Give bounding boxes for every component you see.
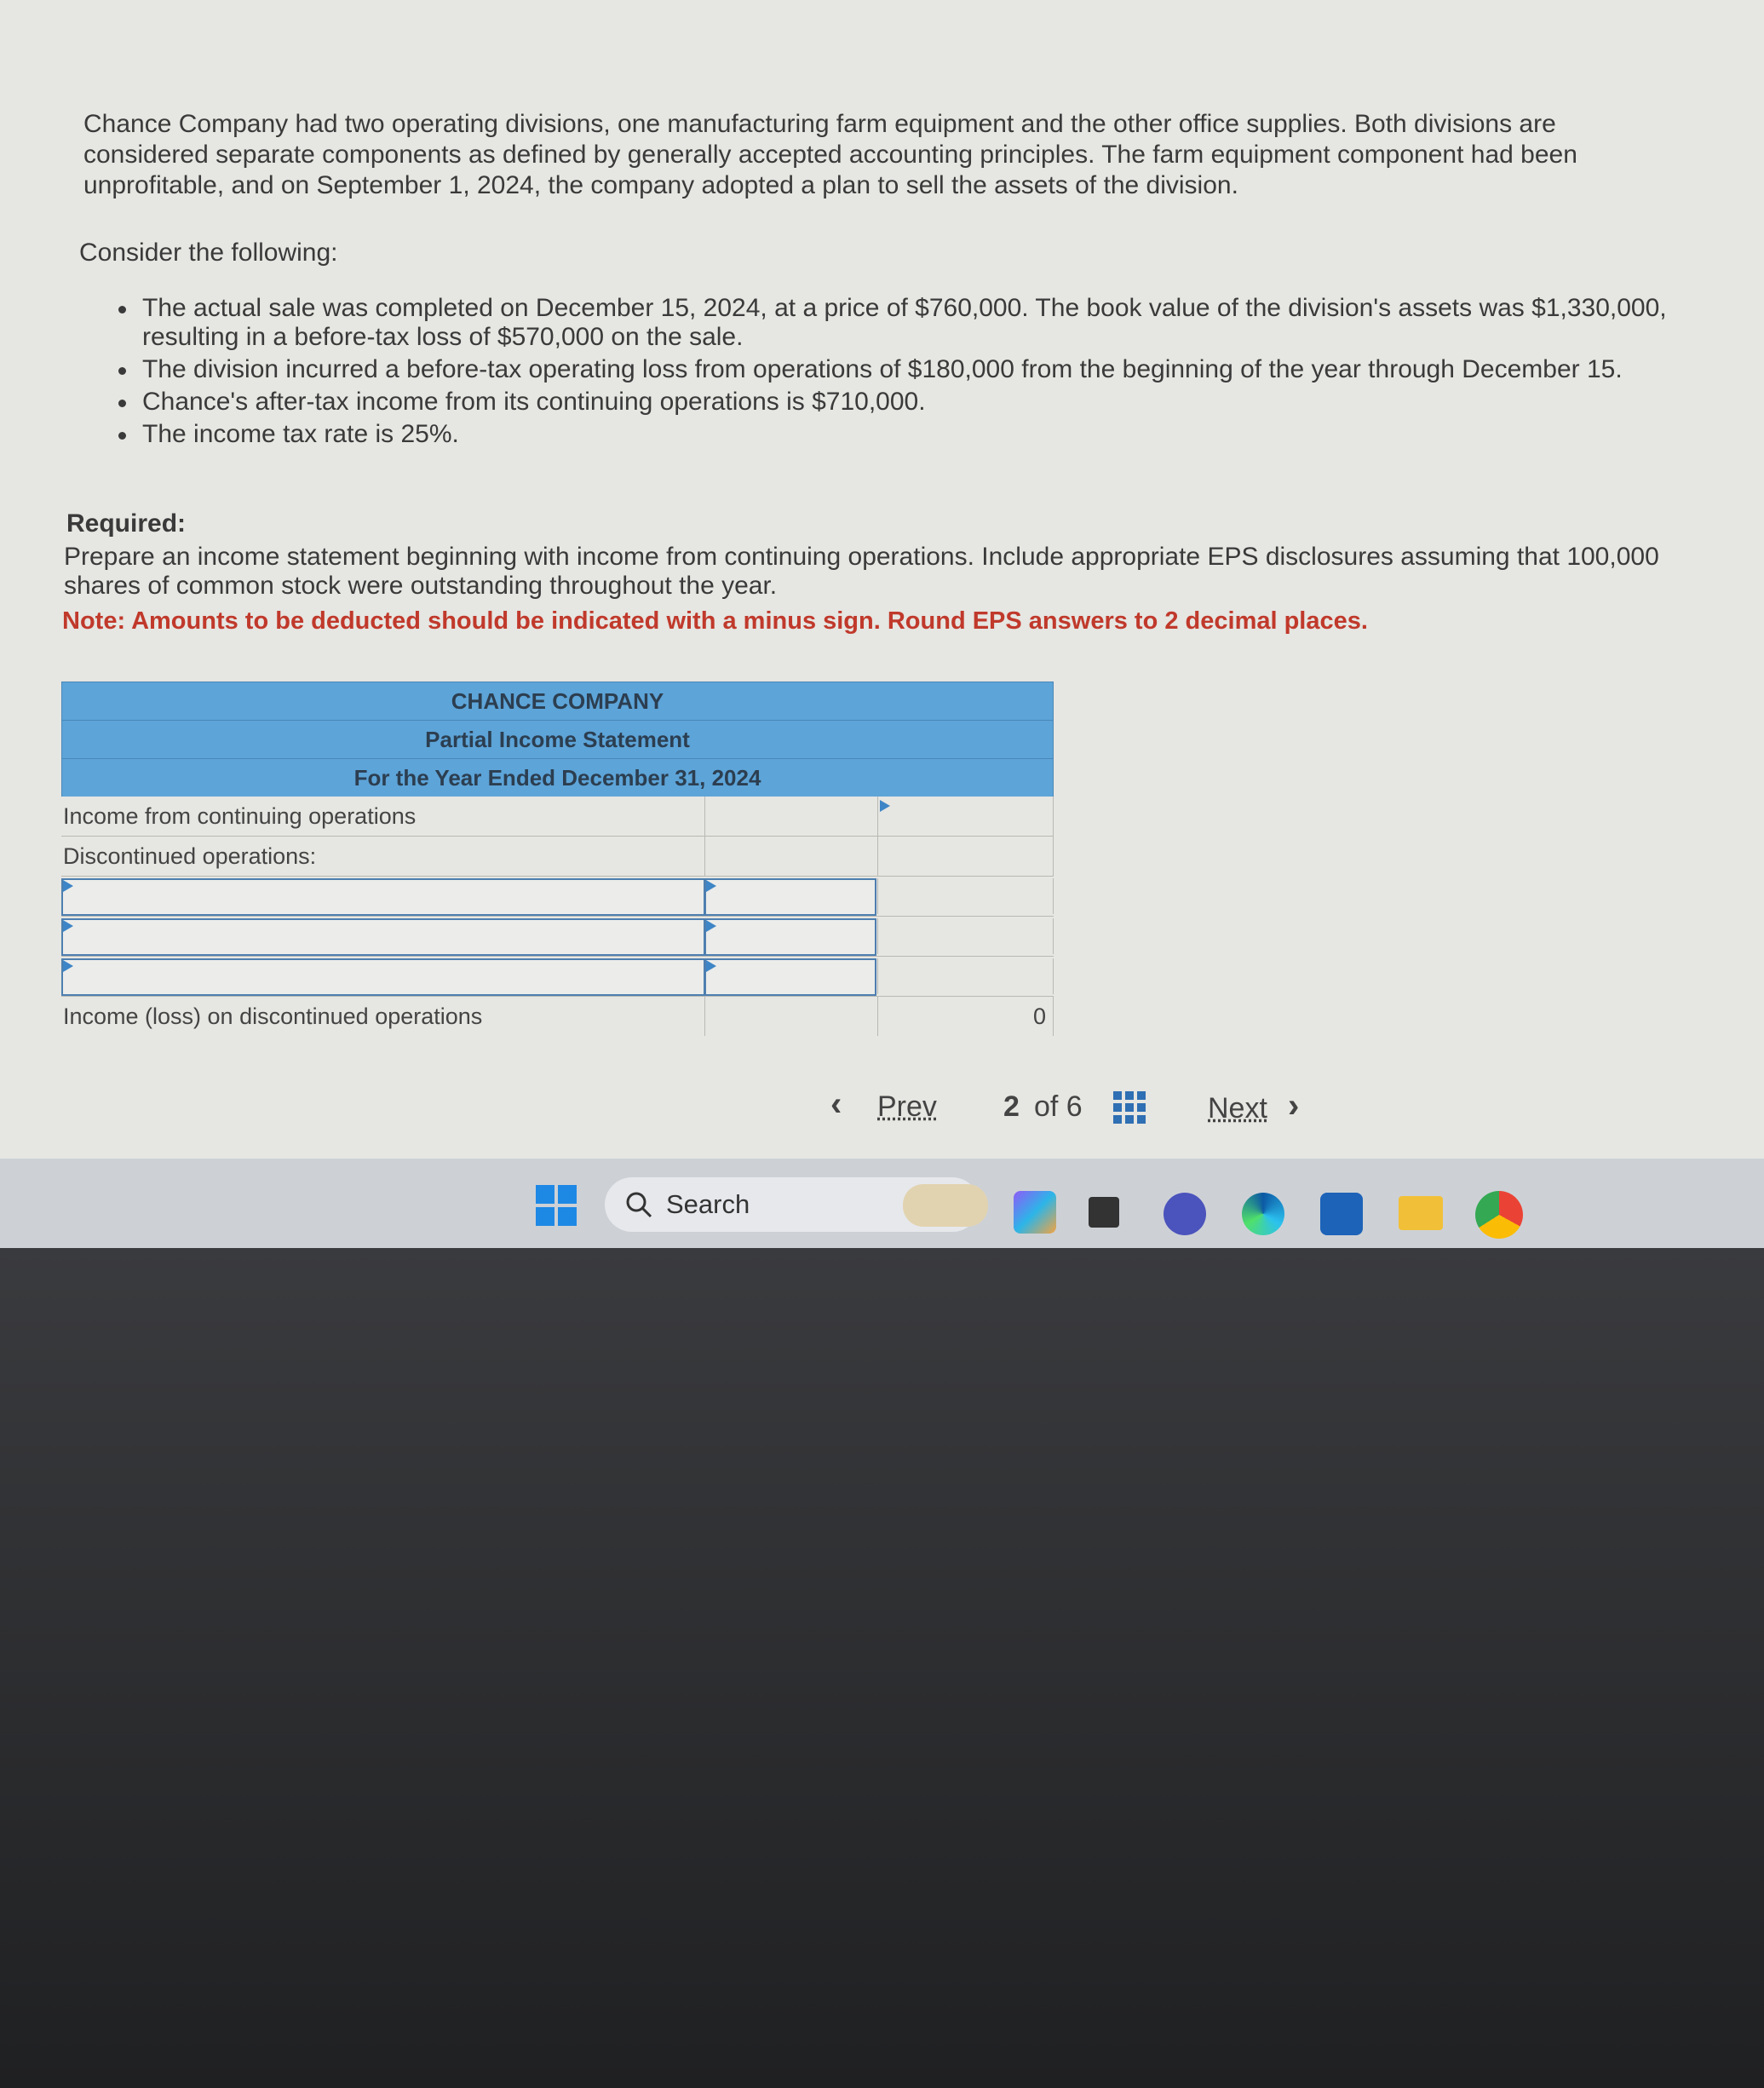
row-discontinued-total	[61, 997, 1054, 1036]
discontinued-line-3	[61, 957, 1054, 997]
total-value: 0	[1032, 1004, 1046, 1029]
income-statement-table	[61, 682, 1054, 1036]
task-view-icon[interactable]	[1089, 1197, 1119, 1228]
teams-icon[interactable]	[1164, 1193, 1206, 1235]
row-label: Discontinued operations:	[63, 843, 317, 869]
chevron-left-icon[interactable]: ‹	[830, 1085, 842, 1123]
edge-icon[interactable]	[1242, 1193, 1284, 1235]
row-discontinued-heading	[61, 837, 1054, 877]
copilot-icon[interactable]	[1014, 1191, 1056, 1234]
input-marker-icon	[880, 800, 890, 812]
total-cell	[877, 918, 1054, 954]
chrome-icon[interactable]	[1475, 1191, 1523, 1239]
amount-input[interactable]	[704, 878, 876, 916]
statement-period: For the Year Ended December 31, 2024	[61, 758, 1054, 797]
input-marker-icon	[63, 920, 73, 932]
instruction-note: Note: Amounts to be deducted should be indicated with a minus sign. Round EPS answers to 2 decimal places.	[62, 607, 1368, 635]
store-icon[interactable]	[1320, 1193, 1363, 1235]
widgets-icon[interactable]	[903, 1184, 988, 1227]
prev-button[interactable]: Prev	[877, 1090, 937, 1123]
line-item-select[interactable]	[61, 958, 705, 996]
total-cell	[877, 837, 1054, 876]
grid-icon[interactable]	[1112, 1090, 1146, 1125]
amount-cell	[704, 837, 877, 876]
discontinued-line-1	[61, 877, 1054, 917]
facts-list	[81, 294, 1682, 452]
discontinued-line-2	[61, 917, 1054, 957]
current-page: 2	[1003, 1090, 1020, 1123]
search-label: Search	[666, 1189, 750, 1219]
statement-company: CHANCE COMPANY	[61, 682, 1054, 720]
chevron-right-icon[interactable]: ›	[1288, 1087, 1300, 1125]
input-marker-icon	[706, 880, 716, 892]
fact-item: The actual sale was completed on December 15, 2024, at a price of $760,000. The book value of the division's assets was $1,330,000, resulting in a before-tax loss of $570,000 on the sale.	[81, 294, 1682, 352]
taskbar	[0, 1159, 1764, 1248]
input-marker-icon	[706, 960, 716, 972]
input-marker-icon	[63, 880, 73, 892]
line-item-select[interactable]	[61, 878, 705, 916]
laptop-keyboard-area	[0, 1248, 1764, 2088]
consider-heading: Consider the following:	[79, 239, 338, 267]
fact-item: Chance's after-tax income from its continuing operations is $710,000.	[81, 388, 1682, 417]
question-pager	[0, 1082, 1764, 1133]
search-icon	[623, 1189, 654, 1220]
problem-intro: Chance Company had two operating divisions, one manufacturing farm equipment and the other office supplies. Both divisions are considered separate components as defined by generally accepted accounting principles. The farm equipment component had been unprofitable, and on September 1, 2024, the company adopted a plan to sell the assets of the division.	[83, 110, 1577, 199]
total-value-cell	[877, 997, 1054, 1036]
input-marker-icon	[706, 920, 716, 932]
row-continuing-operations	[61, 797, 1054, 837]
line-item-select[interactable]	[61, 918, 705, 956]
folder-icon[interactable]	[1399, 1196, 1443, 1230]
amount-input[interactable]	[704, 918, 876, 956]
fact-item: The division incurred a before-tax operating loss from operations of $180,000 from the beginning of the year through December 15.	[81, 355, 1682, 384]
amount-cell	[704, 997, 877, 1036]
amount-cell	[704, 797, 877, 836]
page-count: of 6	[1034, 1090, 1083, 1123]
total-cell	[877, 878, 1054, 914]
required-heading: Required:	[66, 509, 187, 538]
row-label: Income from continuing operations	[63, 803, 417, 829]
amount-input[interactable]	[704, 958, 876, 996]
windows-start-icon[interactable]	[535, 1184, 577, 1227]
statement-title: Partial Income Statement	[61, 720, 1054, 758]
required-text: Prepare an income statement beginning with income from continuing operations. Include appropriate EPS disclosures assuming that 100,000 shares of common stock were outstanding throughout the year.	[64, 543, 1659, 600]
next-button[interactable]: Next	[1208, 1092, 1267, 1125]
fact-item: The income tax rate is 25%.	[81, 420, 1682, 449]
total-cell	[877, 958, 1054, 994]
input-marker-icon	[63, 960, 73, 972]
total-input[interactable]	[877, 797, 1054, 836]
row-label: Income (loss) on discontinued operations	[63, 1004, 483, 1029]
